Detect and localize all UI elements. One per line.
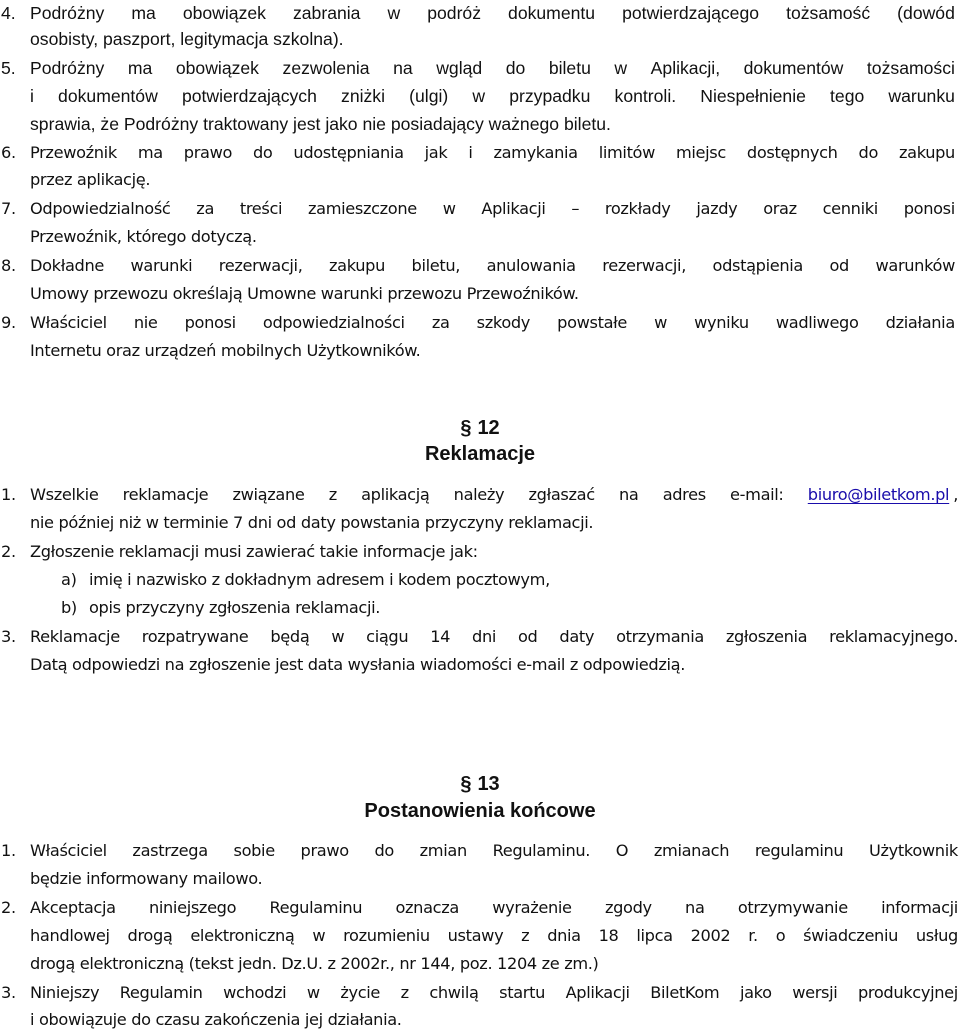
- word: otrzymania: [616, 627, 704, 646]
- word: handlowej: [30, 926, 110, 945]
- word: treści: [239, 199, 283, 218]
- word: i: [468, 143, 473, 162]
- word: 18: [598, 926, 619, 945]
- word: oznacza: [395, 898, 459, 917]
- list-item-number: 1.: [1, 841, 16, 860]
- list-item-text: sprawia, że Podróżny traktowany jest jako nie posiadający ważnego biletu.: [30, 114, 611, 134]
- word: ponosi: [184, 313, 236, 332]
- list-item-9-line-2: [0, 338, 960, 364]
- list-item-number: 2.: [1, 898, 16, 917]
- list-item-text: Zgłoszenie reklamacji musi zawierać takie informacje jak:: [30, 542, 478, 561]
- word: Odpowiedzialność: [30, 199, 171, 218]
- list-item-text: i obowiązuje do czasu zakończenia jej działania.: [30, 1010, 402, 1029]
- word: Niniejszy: [30, 983, 100, 1002]
- word: daty: [559, 627, 595, 646]
- justified-text-with-link: [30, 482, 958, 508]
- word: ciągu: [366, 627, 409, 646]
- section-12-item-2-line-1: [0, 539, 960, 565]
- section-12-item-3-line-2: [0, 652, 960, 678]
- word: podróż: [427, 3, 482, 23]
- word: zezwolenia: [282, 58, 370, 78]
- word: rezerwacji,: [218, 256, 303, 275]
- word: rozumieniu: [343, 926, 430, 945]
- list-item-number: 8.: [1, 256, 16, 275]
- word: należy: [453, 485, 505, 504]
- section-12-title: Reklamacje: [424, 443, 536, 465]
- word: odstąpienia: [712, 256, 803, 275]
- list-item-8-line-1: [0, 253, 960, 279]
- word: (ulgi): [409, 86, 449, 106]
- sub-item-text: imię i nazwisko z dokładnym adresem i kodem pocztowym,: [89, 570, 550, 589]
- word: jako: [739, 983, 772, 1002]
- word: z: [400, 983, 409, 1002]
- list-item-number: 5.: [1, 58, 16, 78]
- word: odpowiedzialności: [262, 313, 405, 332]
- word: i: [30, 86, 34, 106]
- word: o: [775, 926, 786, 945]
- word: adres: [662, 485, 706, 504]
- list-item-text: przez aplikację.: [30, 170, 151, 189]
- list-item-8-line-2: [0, 281, 960, 307]
- list-item-text: osobisty, paszport, legitymacja szkolna).: [30, 29, 344, 49]
- word: Niespełnienie: [700, 86, 806, 106]
- section-13-item-2-line-1: [0, 895, 960, 921]
- word: niniejszego: [148, 898, 237, 917]
- word: aplikacją: [361, 485, 430, 504]
- word: zmian: [419, 841, 467, 860]
- list-item-number: 7.: [1, 199, 16, 218]
- word: produkcyjnej: [858, 983, 958, 1002]
- word: prawo: [300, 841, 349, 860]
- list-item-number: 9.: [1, 313, 16, 332]
- section-symbol: §: [460, 773, 472, 795]
- word: w: [387, 3, 401, 23]
- justified-text: [30, 253, 955, 279]
- word: potwierdzającego: [622, 3, 760, 23]
- word: dokumentów: [58, 86, 158, 106]
- word: tożsamość: [786, 3, 871, 23]
- word: zamieszczone: [307, 199, 417, 218]
- list-item-text: Przewoźnik, którego dotyczą.: [30, 227, 257, 246]
- word: zgody: [604, 898, 652, 917]
- list-item-number: 3.: [1, 627, 16, 646]
- word: miejsc: [675, 143, 726, 162]
- word: do: [252, 143, 273, 162]
- list-item-9-line-1: [0, 310, 960, 336]
- list-item-number: 1.: [1, 485, 16, 504]
- word: e-mail:: [730, 485, 784, 504]
- word: na: [393, 58, 413, 78]
- word: drogą: [127, 926, 173, 945]
- word: elektroniczną: [190, 926, 295, 945]
- word: Reklamacje: [30, 627, 120, 646]
- word: ustawy: [447, 926, 504, 945]
- word: reklamacyjnego.: [829, 627, 958, 646]
- section-12-item-1-line-2: [0, 510, 960, 536]
- word: lipca: [636, 926, 673, 945]
- word: zgłaszać: [528, 485, 595, 504]
- justified-text: [30, 624, 958, 650]
- section-13-item-3-line-2: [0, 1007, 960, 1033]
- word: Regulaminu.: [492, 841, 591, 860]
- word: BiletKom: [650, 983, 720, 1002]
- word: Wszelkie: [30, 485, 99, 504]
- word: dnia: [547, 926, 581, 945]
- word: Właściciel: [30, 841, 107, 860]
- list-item-6-line-1: [0, 140, 960, 166]
- section-12-sub-item-a: [0, 567, 960, 593]
- word: dostępnych: [746, 143, 838, 162]
- word: chwilą: [429, 983, 479, 1002]
- word: wchodzi: [223, 983, 287, 1002]
- section-12-item-1-line-1: [0, 482, 960, 508]
- word: Akceptacja: [30, 898, 116, 917]
- list-item-5-line-3: [0, 111, 960, 137]
- word: jak: [424, 143, 448, 162]
- word: startu: [499, 983, 545, 1002]
- word: w: [442, 199, 456, 218]
- word: na: [618, 485, 639, 504]
- word: 14: [430, 627, 451, 646]
- word: Aplikacji: [481, 199, 546, 218]
- email-link[interactable]: biuro@biletkom.pl: [807, 485, 950, 504]
- word: prawo: [183, 143, 233, 162]
- word: warunków: [875, 256, 955, 275]
- word: biletu,: [411, 256, 461, 275]
- sub-item-text: opis przyczyny zgłoszenia reklamacji.: [89, 598, 381, 617]
- word: udostępniania: [293, 143, 404, 162]
- word: 2002: [690, 926, 731, 945]
- word: otrzymywanie: [737, 898, 848, 917]
- word: ma: [137, 143, 163, 162]
- word: Aplikacji,: [650, 58, 721, 78]
- word: rezerwacji,: [602, 256, 687, 275]
- justified-text: [30, 140, 955, 166]
- word: związane: [232, 485, 305, 504]
- list-item-5-line-1: [0, 55, 960, 81]
- word: zniżki: [341, 86, 386, 106]
- justified-text: [30, 0, 955, 26]
- word: w: [306, 983, 320, 1002]
- word: zabrania: [292, 3, 361, 23]
- list-item-7-line-2: [0, 224, 960, 250]
- list-item-4-line-1: [0, 0, 960, 26]
- list-item-7-line-1: [0, 196, 960, 222]
- word: świadczeniu: [803, 926, 899, 945]
- word: zastrzega: [132, 841, 208, 860]
- word: na: [685, 898, 705, 917]
- list-item-text: Internetu oraz urządzeń mobilnych Użytkowników.: [30, 341, 421, 360]
- sub-item-label: b): [61, 598, 77, 617]
- list-item-number: 3.: [1, 983, 16, 1002]
- word: warunki: [130, 256, 193, 275]
- list-item-text: Umowy przewozu określają Umowne warunki przewozu Przewoźników.: [30, 284, 579, 303]
- word: Podróżny: [30, 58, 105, 78]
- section-13-item-2-line-2: [0, 923, 960, 949]
- word: (dowód: [897, 3, 955, 23]
- justified-text: [30, 55, 955, 81]
- word: Właściciel: [30, 313, 107, 332]
- word: reklamacje: [122, 485, 209, 504]
- word: powstałe: [557, 313, 628, 332]
- list-item-6-line-2: [0, 167, 960, 193]
- word: limitów: [598, 143, 656, 162]
- list-item-text: nie później niż w terminie 7 dni od daty powstania przyczyny reklamacji.: [30, 513, 594, 532]
- word: –: [571, 199, 580, 218]
- list-item-text: Datą odpowiedzi na zgłoszenie jest data wysłania wiadomości e-mail z odpowiedzią.: [30, 655, 685, 674]
- word: wadliwego: [775, 313, 859, 332]
- word: za: [431, 313, 450, 332]
- word: obowiązek: [175, 58, 259, 78]
- word: kontroli.: [614, 86, 677, 106]
- list-item-number: 6.: [1, 143, 16, 162]
- word: usług: [915, 926, 958, 945]
- word: zakupu: [329, 256, 386, 275]
- word: z: [521, 926, 530, 945]
- word: w: [654, 313, 668, 332]
- section-12-number: [0, 414, 960, 442]
- word: działania: [885, 313, 955, 332]
- word: życie: [340, 983, 381, 1002]
- word: ponosi: [903, 199, 955, 218]
- word: przypadku: [509, 86, 591, 106]
- word: od: [829, 256, 849, 275]
- justified-text: [30, 895, 958, 921]
- justified-text: [30, 83, 955, 109]
- word: biletu: [548, 58, 591, 78]
- word: anulowania: [486, 256, 576, 275]
- word: warunku: [888, 86, 955, 106]
- punctuation: ,: [953, 485, 958, 504]
- list-item-number: 2.: [1, 542, 16, 561]
- section-13-item-2-line-3: [0, 951, 960, 977]
- word: Regulaminu: [269, 898, 363, 917]
- word: dokumentów: [743, 58, 844, 78]
- list-item-text: drogą elektroniczną (tekst jedn. Dz.U. z 2002r., nr 144, poz. 1204 ze zm.): [30, 954, 599, 973]
- word: ma: [131, 3, 156, 23]
- section-13-item-3-line-1: [0, 980, 960, 1006]
- word: tożsamości: [866, 58, 955, 78]
- list-item-5-line-2: [0, 83, 960, 109]
- word: Dokładne: [30, 256, 104, 275]
- word: r.: [748, 926, 758, 945]
- word: ma: [127, 58, 153, 78]
- justified-text: [30, 310, 955, 336]
- word: w: [472, 86, 486, 106]
- word: będą: [270, 627, 310, 646]
- word: rozpatrywane: [141, 627, 249, 646]
- word: wyniku: [694, 313, 749, 332]
- word: informacji: [881, 898, 958, 917]
- word: cenniki: [822, 199, 878, 218]
- word: O: [615, 841, 629, 860]
- word: dokumentu: [508, 3, 596, 23]
- section-symbol: §: [460, 417, 472, 439]
- section-number: 13: [477, 773, 500, 795]
- word: jazdy: [696, 199, 738, 218]
- word: zakupu: [898, 143, 955, 162]
- word: rozkłady: [604, 199, 671, 218]
- word: Regulamin: [119, 983, 203, 1002]
- word: dni: [472, 627, 497, 646]
- word: tego: [830, 86, 865, 106]
- justified-text: [30, 838, 958, 864]
- word: potwierdzających: [181, 86, 317, 106]
- word: Aplikacji: [565, 983, 630, 1002]
- list-item-text: będzie informowany mailowo.: [30, 869, 263, 888]
- word: wyrażenie: [492, 898, 572, 917]
- word: wersji: [792, 983, 838, 1002]
- word: Podróżny: [30, 3, 105, 23]
- word: do: [858, 143, 879, 162]
- word: szkody: [476, 313, 531, 332]
- word: z: [328, 485, 337, 504]
- section-12-item-3-line-1: [0, 624, 960, 650]
- word: oraz: [763, 199, 797, 218]
- section-13-number: [0, 770, 960, 798]
- word: obowiązek: [182, 3, 266, 23]
- word: w: [331, 627, 345, 646]
- word: w: [312, 926, 326, 945]
- word: regulaminu: [754, 841, 844, 860]
- justified-text: [30, 980, 958, 1006]
- word: nie: [133, 313, 158, 332]
- list-item-number: 4.: [1, 3, 16, 23]
- word: za: [196, 199, 215, 218]
- sub-item-label: a): [61, 570, 77, 589]
- justified-text: [30, 923, 958, 949]
- email-link-wrapper: [808, 482, 958, 508]
- list-item-4-line-2: [0, 26, 960, 52]
- word: od: [517, 627, 538, 646]
- section-number: 12: [477, 417, 500, 439]
- word: zamykania: [493, 143, 578, 162]
- word: sobie: [233, 841, 275, 860]
- word: do: [505, 58, 526, 78]
- word: wgląd: [436, 58, 483, 78]
- section-13-title: Postanowienia końcowe: [364, 800, 596, 822]
- word: do: [374, 841, 394, 860]
- section-12-sub-item-b: [0, 595, 960, 621]
- word: Użytkownik: [869, 841, 958, 860]
- section-13-item-1-line-1: [0, 838, 960, 864]
- section-13-item-1-line-2: [0, 866, 960, 892]
- word: w: [614, 58, 628, 78]
- word: Przewoźnik: [30, 143, 117, 162]
- justified-text: [30, 196, 955, 222]
- word: zgłoszenia: [725, 627, 808, 646]
- word: zmianach: [653, 841, 730, 860]
